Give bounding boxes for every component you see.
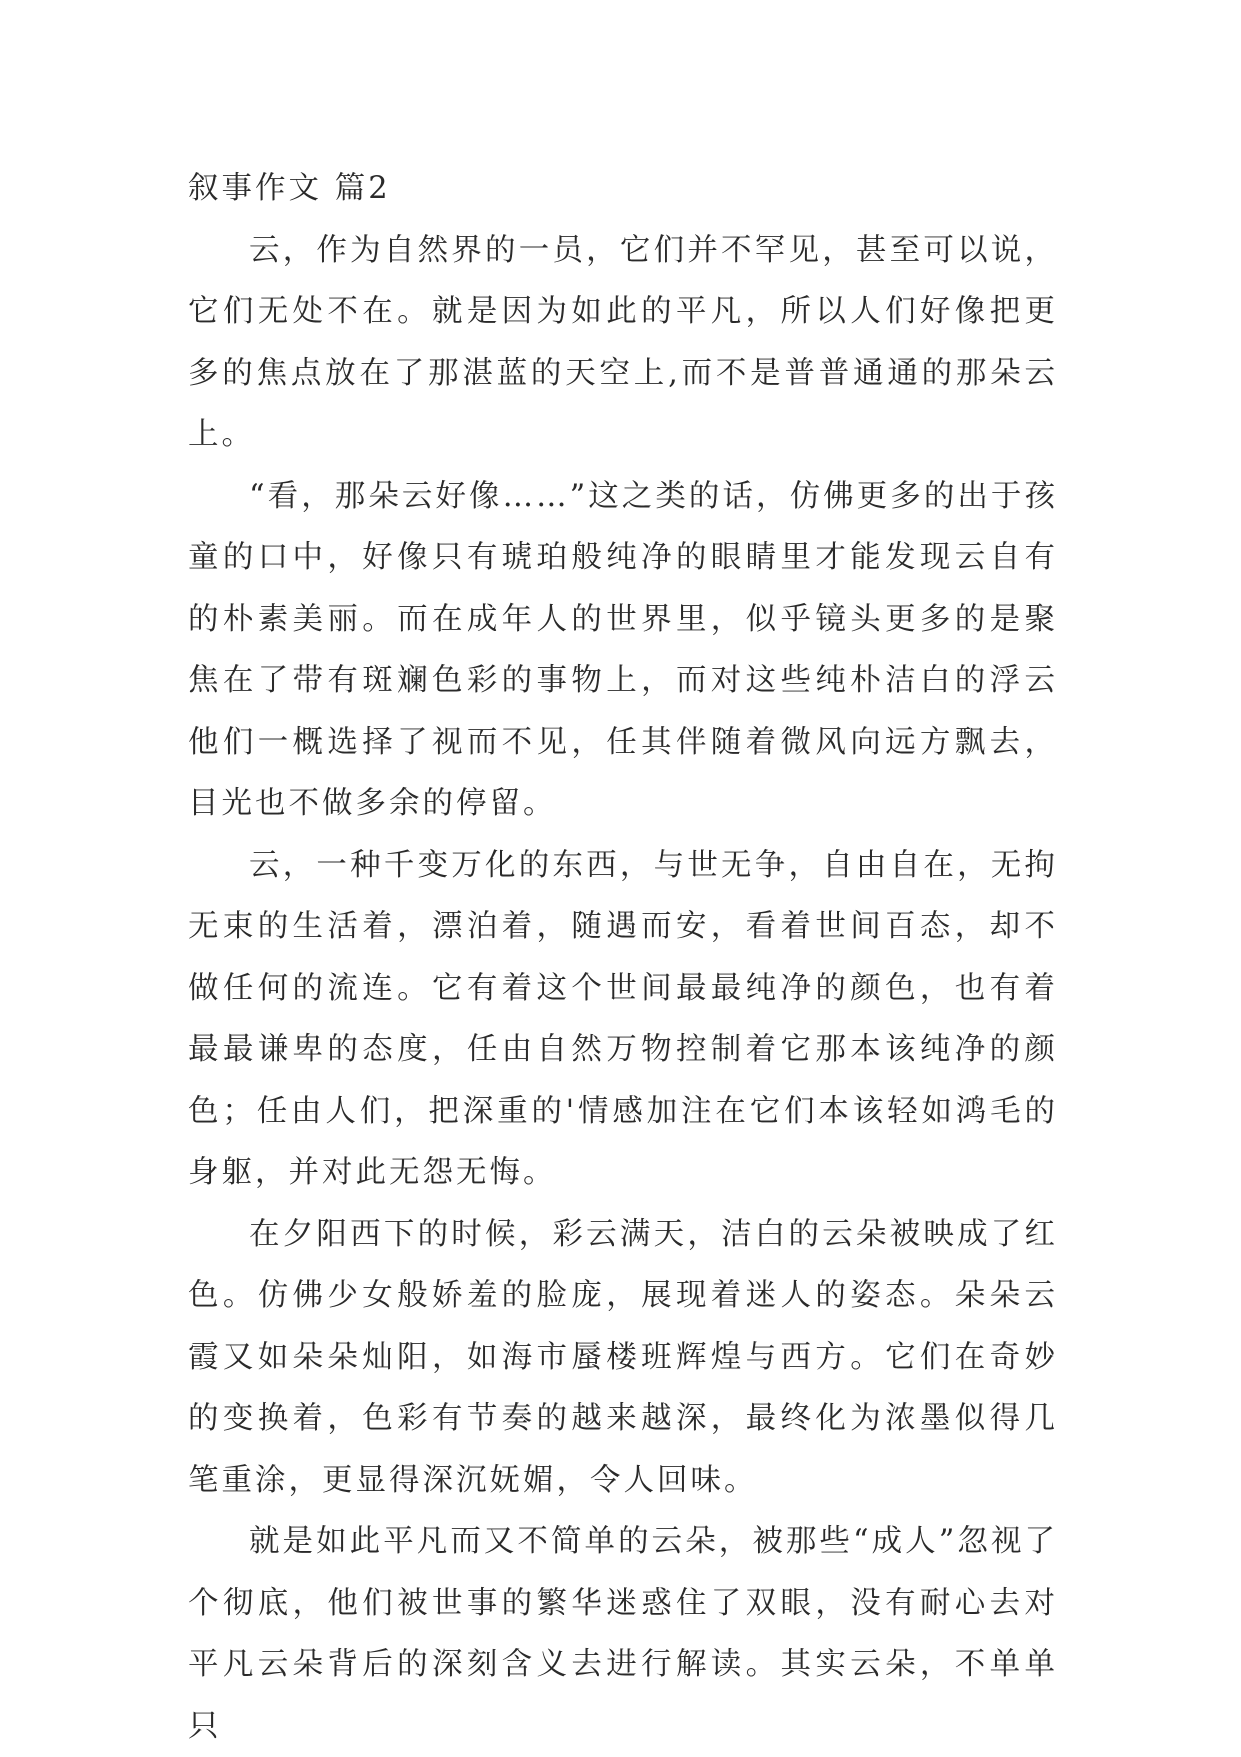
document-title: 叙事作文 篇2	[188, 171, 391, 206]
paragraph-3: 云，一种千变万化的东西，与世无争，自由自在，无拘无束的生活着，漂泊着，随遇而安，看着世间百态，却不做任何的流连。它有着这个世间最最纯净的颜色，也有着最最谦卑的态度，任由自然万物控制着它那本该纯净的颜色；任由人们，把深重的'情感加注在它们本该轻如鸿毛的身躯，并对此无怨无悔。	[188, 847, 1058, 1190]
paragraph-1: 云，作为自然界的一员，它们并不罕见，甚至可以说，它们无处不在。就是因为如此的平凡，所以人们好像把更多的焦点放在了那湛蓝的天空上,而不是普普通通的那朵云上。	[188, 232, 1058, 452]
document-body	[188, 158, 1058, 1757]
paragraph-4: 在夕阳西下的时候，彩云满天，洁白的云朵被映成了红色。仿佛少女般娇羞的脸庞，展现着迷人的姿态。朵朵云霞又如朵朵灿阳，如海市蜃楼班辉煌与西方。它们在奇妙的变换着，色彩有节奏的越来越深，最终化为浓墨似得几笔重涂，更显得深沉妩媚，令人回味。	[188, 1216, 1058, 1498]
paragraph-5: 就是如此平凡而又不简单的云朵，被那些“成人”忽视了个彻底，他们被世事的繁华迷惑住了双眼，没有耐心去对平凡云朵背后的深刻含义去进行解读。其实云朵，不单单只	[188, 1524, 1058, 1744]
paragraph-2: “看，那朵云好像……”这之类的话，仿佛更多的出于孩童的口中，好像只有琥珀般纯净的眼睛里才能发现云自有的朴素美丽。而在成年人的世界里，似乎镜头更多的是聚焦在了带有斑斓色彩的事物上，而对这些纯朴洁白的浮云他们一概选择了视而不见，任其伴随着微风向远方飘去，目光也不做多余的停留。	[188, 478, 1058, 821]
